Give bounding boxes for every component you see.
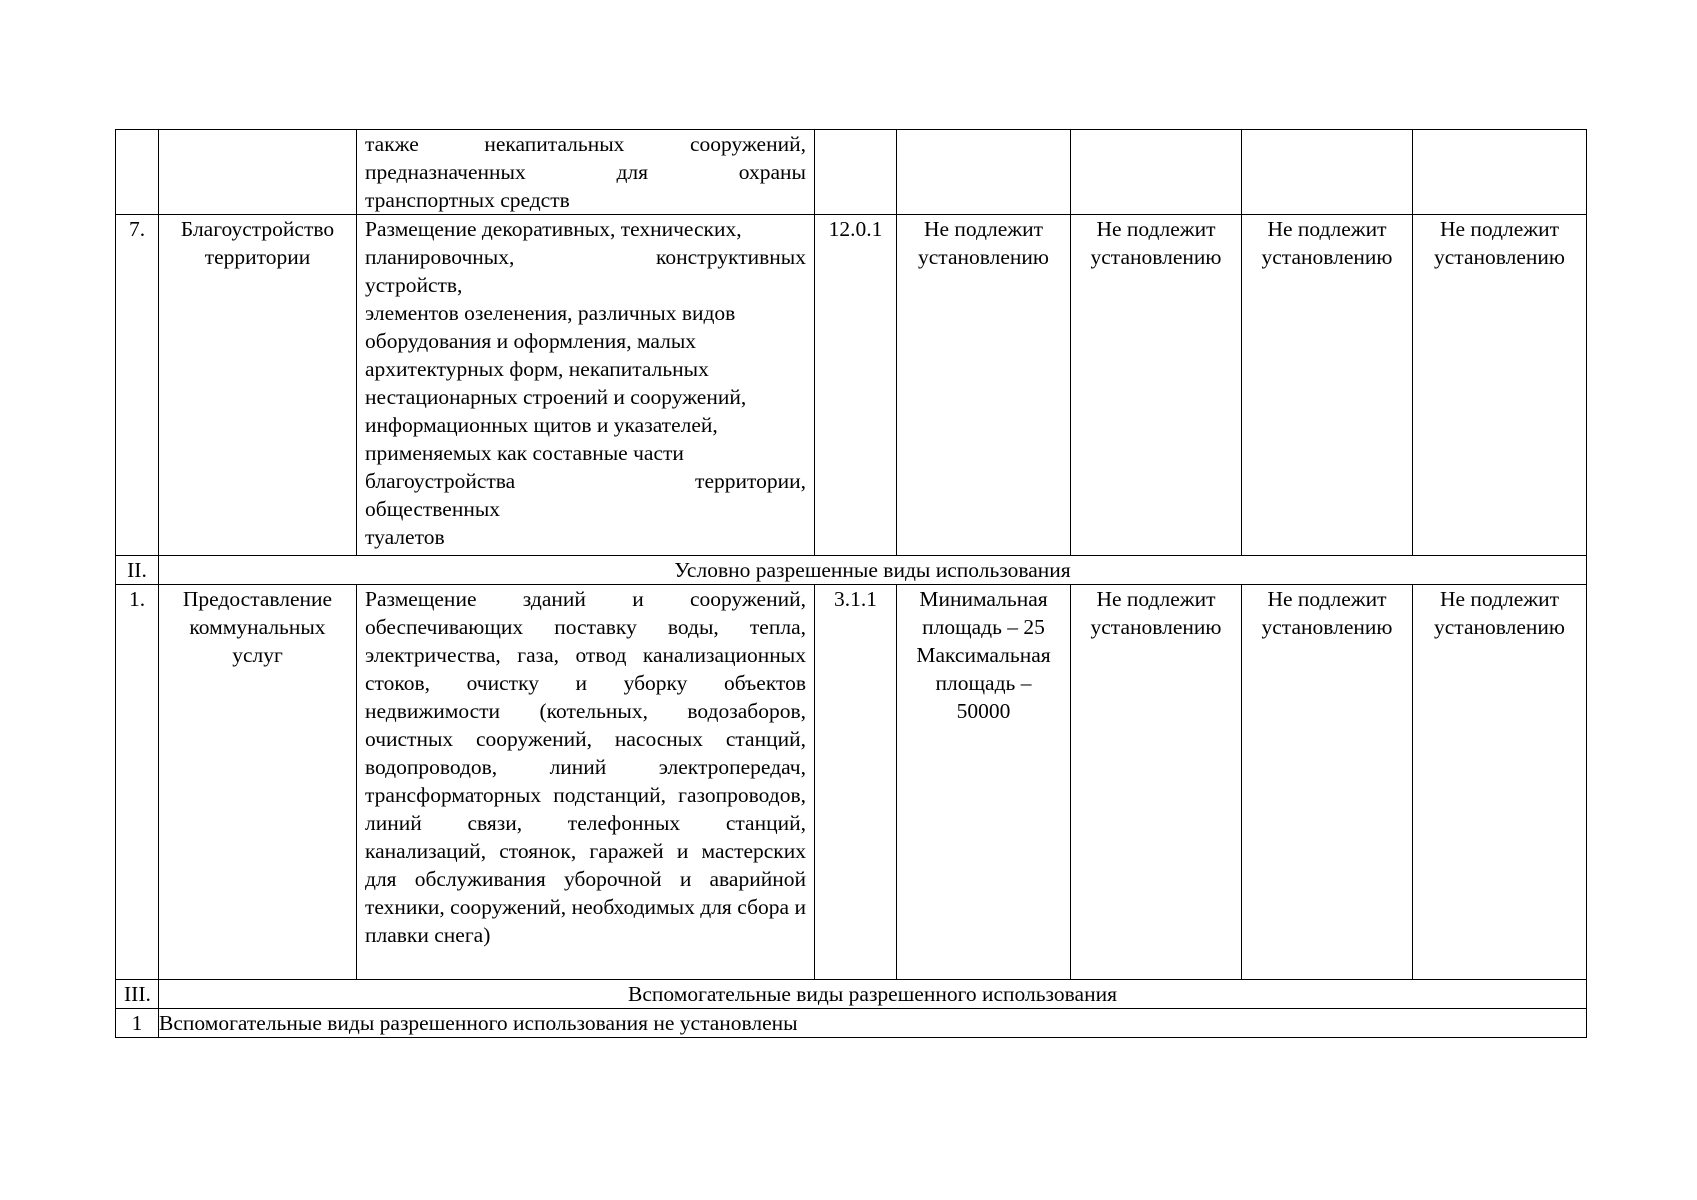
parameter-cell xyxy=(897,585,1071,980)
description-line: применяемых как составные части xyxy=(365,441,684,465)
description-line: устройств, xyxy=(365,273,463,297)
parameter-line: установлению xyxy=(1090,245,1222,269)
parameter-line: Не подлежит xyxy=(923,217,1044,241)
parameter-cell xyxy=(897,130,1071,215)
use-name-cell xyxy=(159,215,357,556)
use-name-cell xyxy=(159,130,357,215)
parameter-line: площадь – xyxy=(935,671,1032,695)
description-line: туалетов xyxy=(365,525,445,549)
description-line: планировочных, конструктивных xyxy=(365,245,806,269)
name-line: Благоустройство xyxy=(180,217,335,241)
parameter-cell xyxy=(1071,585,1242,980)
use-name-cell xyxy=(159,585,357,980)
description-line: элементов озеленения, различных видов xyxy=(365,301,736,325)
parameter-line: Не подлежит xyxy=(1096,217,1216,241)
parameter-line: Не подлежит xyxy=(1439,587,1560,611)
use-code-cell: 12.0.1 xyxy=(815,215,897,556)
parameter-cell xyxy=(1242,130,1413,215)
parameter-line: установлению xyxy=(918,245,1049,269)
table-row-7 xyxy=(116,215,1587,556)
use-code-cell: 3.1.1 xyxy=(815,585,897,980)
parameter-line: Не подлежит xyxy=(1096,587,1216,611)
section-title: Условно разрешенные виды использования xyxy=(159,556,1587,585)
use-description-cell xyxy=(357,130,815,215)
name-line: Предоставление xyxy=(182,587,333,611)
parameter-line: Минимальная xyxy=(919,587,1048,611)
parameter-cell xyxy=(1413,215,1587,556)
description-line: благоустройства территории, xyxy=(365,469,806,493)
row-number: 1 xyxy=(116,1009,159,1038)
parameter-cell xyxy=(1413,130,1587,215)
parameter-cell xyxy=(1071,215,1242,556)
parameter-cell xyxy=(897,215,1071,556)
parameter-cell xyxy=(1413,585,1587,980)
parameter-cell xyxy=(1071,130,1242,215)
parameter-line: 50000 xyxy=(956,699,1011,723)
parameter-line: установлению xyxy=(1261,615,1393,639)
parameter-line: площадь – 25 xyxy=(922,615,1045,639)
parameter-line: установлению xyxy=(1261,245,1393,269)
parameter-line: установлению xyxy=(1434,615,1565,639)
section-title: Вспомогательные виды разрешенного использования xyxy=(159,980,1587,1009)
parameter-line: установлению xyxy=(1090,615,1222,639)
parameter-cell xyxy=(1242,585,1413,980)
section-row-2 xyxy=(116,556,1587,585)
description-line: нестационарных строений и сооружений, xyxy=(365,385,747,409)
parameter-line: Не подлежит xyxy=(1267,587,1387,611)
description-line: оборудования и оформления, малых xyxy=(365,329,697,353)
name-line: коммунальных xyxy=(189,615,326,639)
table-row-1 xyxy=(116,585,1587,980)
description-line: предназначенных для охраны xyxy=(365,160,806,184)
description-line: транспортных средств xyxy=(365,188,570,212)
name-line: территории xyxy=(204,245,311,269)
row-number xyxy=(116,130,159,215)
section-row-3 xyxy=(116,980,1587,1009)
note-cell: Вспомогательные виды разрешенного использования не установлены xyxy=(159,1009,1587,1038)
parameter-line: Не подлежит xyxy=(1439,217,1560,241)
use-description-cell: Размещение зданий и сооружений, обеспечивающих поставку воды, тепла, электричества, газа, отвод канализационных стоков, очистку и уборку объектов недвижимости (котельных, водозаборов, очистных сооружений, насосных станций, водопроводов, линий электропередач, трансформаторных подстанций, газопроводов, линий связи, телефонных станций, канализаций, стоянок, гаражей и мастерских для обслуживания уборочной и аварийной техники, сооружений, необходимых для сбора и плавки снега) xyxy=(357,585,815,980)
row-number: 1. xyxy=(116,585,159,980)
description-line: информационных щитов и указателей, xyxy=(365,413,718,437)
description-line: общественных xyxy=(365,497,501,521)
regulations-table xyxy=(115,129,1587,1038)
description-line: также некапитальных сооружений, xyxy=(365,132,806,156)
parameter-line: Максимальная xyxy=(916,643,1051,667)
description-line: архитектурных форм, некапитальных xyxy=(365,357,709,381)
table-row-continued xyxy=(116,130,1587,215)
section-number: III. xyxy=(116,980,159,1009)
row-number: 7. xyxy=(116,215,159,556)
use-description-cell xyxy=(357,215,815,556)
parameter-line: Не подлежит xyxy=(1267,217,1387,241)
name-line: услуг xyxy=(232,643,283,667)
description-line: Размещение декоративных, технических, xyxy=(365,217,742,241)
use-code-cell xyxy=(815,130,897,215)
parameter-cell xyxy=(1242,215,1413,556)
section-number: II. xyxy=(116,556,159,585)
table-row-last xyxy=(116,1009,1587,1038)
parameter-line: установлению xyxy=(1434,245,1565,269)
